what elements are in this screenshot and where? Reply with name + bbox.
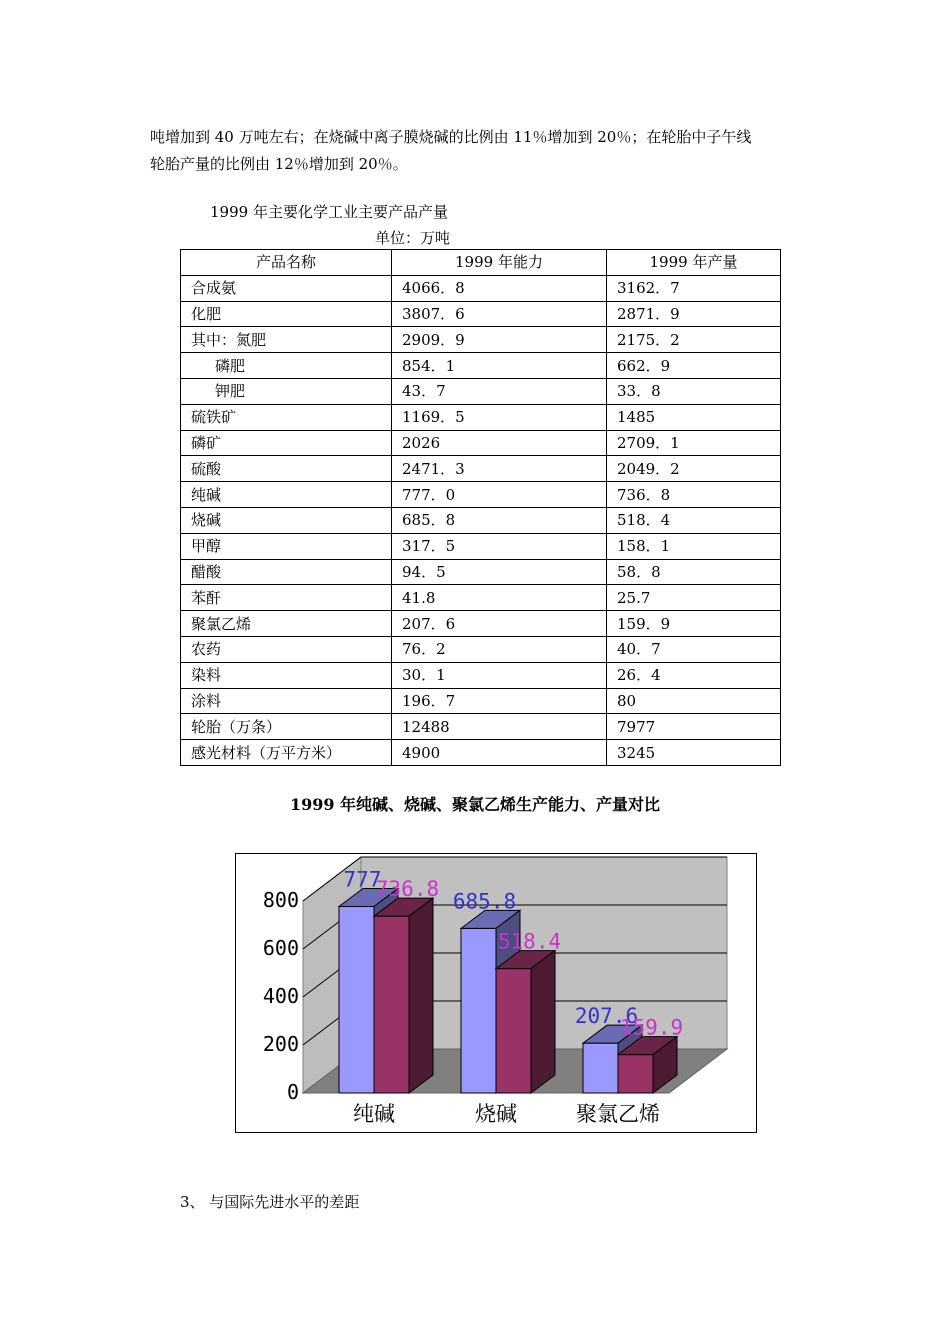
table-row <box>181 585 781 611</box>
cell-output: 80 <box>607 688 781 714</box>
bar-chart <box>235 853 757 1133</box>
data-label: 518.4 <box>497 929 562 954</box>
table-row <box>181 507 781 533</box>
table-row <box>181 301 781 327</box>
cell-product-name: 甲醇 <box>181 533 392 559</box>
cell-product-name: 感光材料（万平方米） <box>181 740 392 766</box>
cell-capacity: 4900 <box>392 740 607 766</box>
product-output-table <box>180 249 781 766</box>
cell-capacity: 207．6 <box>392 611 607 637</box>
table-unit: 单位：万吨 <box>375 229 451 247</box>
cell-product-name: 其中：氮肥 <box>181 327 392 353</box>
cell-output: 26．4 <box>607 662 781 688</box>
table-row <box>181 456 781 482</box>
bar-chart-svg <box>235 853 757 1133</box>
cell-product-name: 苯酐 <box>181 585 392 611</box>
table-row <box>181 611 781 637</box>
table-row <box>181 275 781 301</box>
cell-capacity: 12488 <box>392 714 607 740</box>
y-tick-label: 800 <box>262 888 299 912</box>
bar <box>618 1055 653 1093</box>
table-row <box>181 662 781 688</box>
cell-product-name: 农药 <box>181 636 392 662</box>
cell-output: 2175．2 <box>607 327 781 353</box>
y-tick-label: 600 <box>262 936 299 960</box>
cell-product-name: 聚氯乙烯 <box>181 611 392 637</box>
cell-output: 2049．2 <box>607 456 781 482</box>
cell-capacity: 854．1 <box>392 353 607 379</box>
cell-product-name: 染料 <box>181 662 392 688</box>
cell-capacity: 2909．9 <box>392 327 607 353</box>
cell-product-name: 钾肥 <box>181 378 392 404</box>
cell-capacity: 777．0 <box>392 482 607 508</box>
intro-line-1: 吨增加到 40 万吨左右；在烧碱中离子膜烧碱的比例由 11％增加到 20％；在轮胎中子午线 <box>150 128 752 146</box>
cell-output: 2871．9 <box>607 301 781 327</box>
cell-capacity: 94．5 <box>392 559 607 585</box>
cell-output: 33．8 <box>607 378 781 404</box>
table-row <box>181 636 781 662</box>
cell-output: 159．9 <box>607 611 781 637</box>
data-label: 207.6 <box>574 1004 639 1029</box>
table-row <box>181 430 781 456</box>
x-category-label: 纯碱 <box>353 1102 395 1126</box>
cell-output: 518．4 <box>607 507 781 533</box>
bar <box>461 928 496 1093</box>
cell-output: 40．7 <box>607 636 781 662</box>
cell-product-name: 磷矿 <box>181 430 392 456</box>
cell-product-name: 磷肥 <box>181 353 392 379</box>
cell-capacity: 43．7 <box>392 378 607 404</box>
x-category-label: 聚氯乙烯 <box>576 1102 660 1126</box>
cell-product-name: 醋酸 <box>181 559 392 585</box>
cell-output: 736．8 <box>607 482 781 508</box>
bar <box>583 1043 618 1093</box>
data-label: 159.9 <box>619 1015 684 1040</box>
cell-capacity: 685．8 <box>392 507 607 533</box>
table-row <box>181 559 781 585</box>
bar <box>374 916 409 1093</box>
header-product-name: 产品名称 <box>181 250 392 276</box>
bar-side <box>531 951 555 1093</box>
cell-product-name: 硫铁矿 <box>181 404 392 430</box>
cell-product-name: 硫酸 <box>181 456 392 482</box>
y-tick-label: 200 <box>262 1032 299 1056</box>
bar-side <box>409 898 433 1093</box>
cell-product-name: 轮胎（万条） <box>181 714 392 740</box>
cell-output: 3245 <box>607 740 781 766</box>
cell-output: 25.7 <box>607 585 781 611</box>
data-label: 777 <box>343 867 382 892</box>
cell-capacity: 30．1 <box>392 662 607 688</box>
cell-capacity: 41.8 <box>392 585 607 611</box>
header-capacity: 1999 年能力 <box>392 250 607 276</box>
cell-capacity: 196．7 <box>392 688 607 714</box>
cell-capacity: 3807．6 <box>392 301 607 327</box>
cell-product-name: 化肥 <box>181 301 392 327</box>
cell-product-name: 合成氨 <box>181 275 392 301</box>
cell-capacity: 1169．5 <box>392 404 607 430</box>
intro-paragraph <box>150 124 810 178</box>
table-row <box>181 740 781 766</box>
table-row <box>181 714 781 740</box>
bar <box>496 969 531 1093</box>
data-label: 736.8 <box>375 877 440 902</box>
x-category-label: 烧碱 <box>475 1102 517 1126</box>
table-row <box>181 378 781 404</box>
table-row <box>181 353 781 379</box>
table-row <box>181 327 781 353</box>
cell-capacity: 76．2 <box>392 636 607 662</box>
cell-capacity: 2471．3 <box>392 456 607 482</box>
cell-product-name: 纯碱 <box>181 482 392 508</box>
table-row <box>181 404 781 430</box>
cell-product-name: 涂料 <box>181 688 392 714</box>
table-caption: 1999 年主要化学工业主要产品产量 <box>210 203 448 221</box>
y-tick-label: 400 <box>262 984 299 1008</box>
cell-capacity: 4066．8 <box>392 275 607 301</box>
data-label: 685.8 <box>452 889 517 914</box>
cell-capacity: 2026 <box>392 430 607 456</box>
bar <box>339 907 374 1093</box>
y-tick-label: 0 <box>286 1080 299 1104</box>
cell-output: 2709．1 <box>607 430 781 456</box>
section-3-heading: 3、 与国际先进水平的差距 <box>180 1193 360 1211</box>
table-row <box>181 482 781 508</box>
table-row <box>181 688 781 714</box>
cell-output: 7977 <box>607 714 781 740</box>
intro-line-2: 轮胎产量的比例由 12％增加到 20％。 <box>150 155 408 173</box>
cell-output: 662．9 <box>607 353 781 379</box>
cell-capacity: 317．5 <box>392 533 607 559</box>
chart-title: 1999 年纯碱、烧碱、聚氯乙烯生产能力、产量对比 <box>289 795 661 814</box>
cell-output: 158．1 <box>607 533 781 559</box>
table-row <box>181 533 781 559</box>
cell-output: 1485 <box>607 404 781 430</box>
table-header-row <box>181 250 781 276</box>
cell-output: 3162．7 <box>607 275 781 301</box>
cell-product-name: 烧碱 <box>181 507 392 533</box>
header-output: 1999 年产量 <box>607 250 781 276</box>
cell-output: 58．8 <box>607 559 781 585</box>
